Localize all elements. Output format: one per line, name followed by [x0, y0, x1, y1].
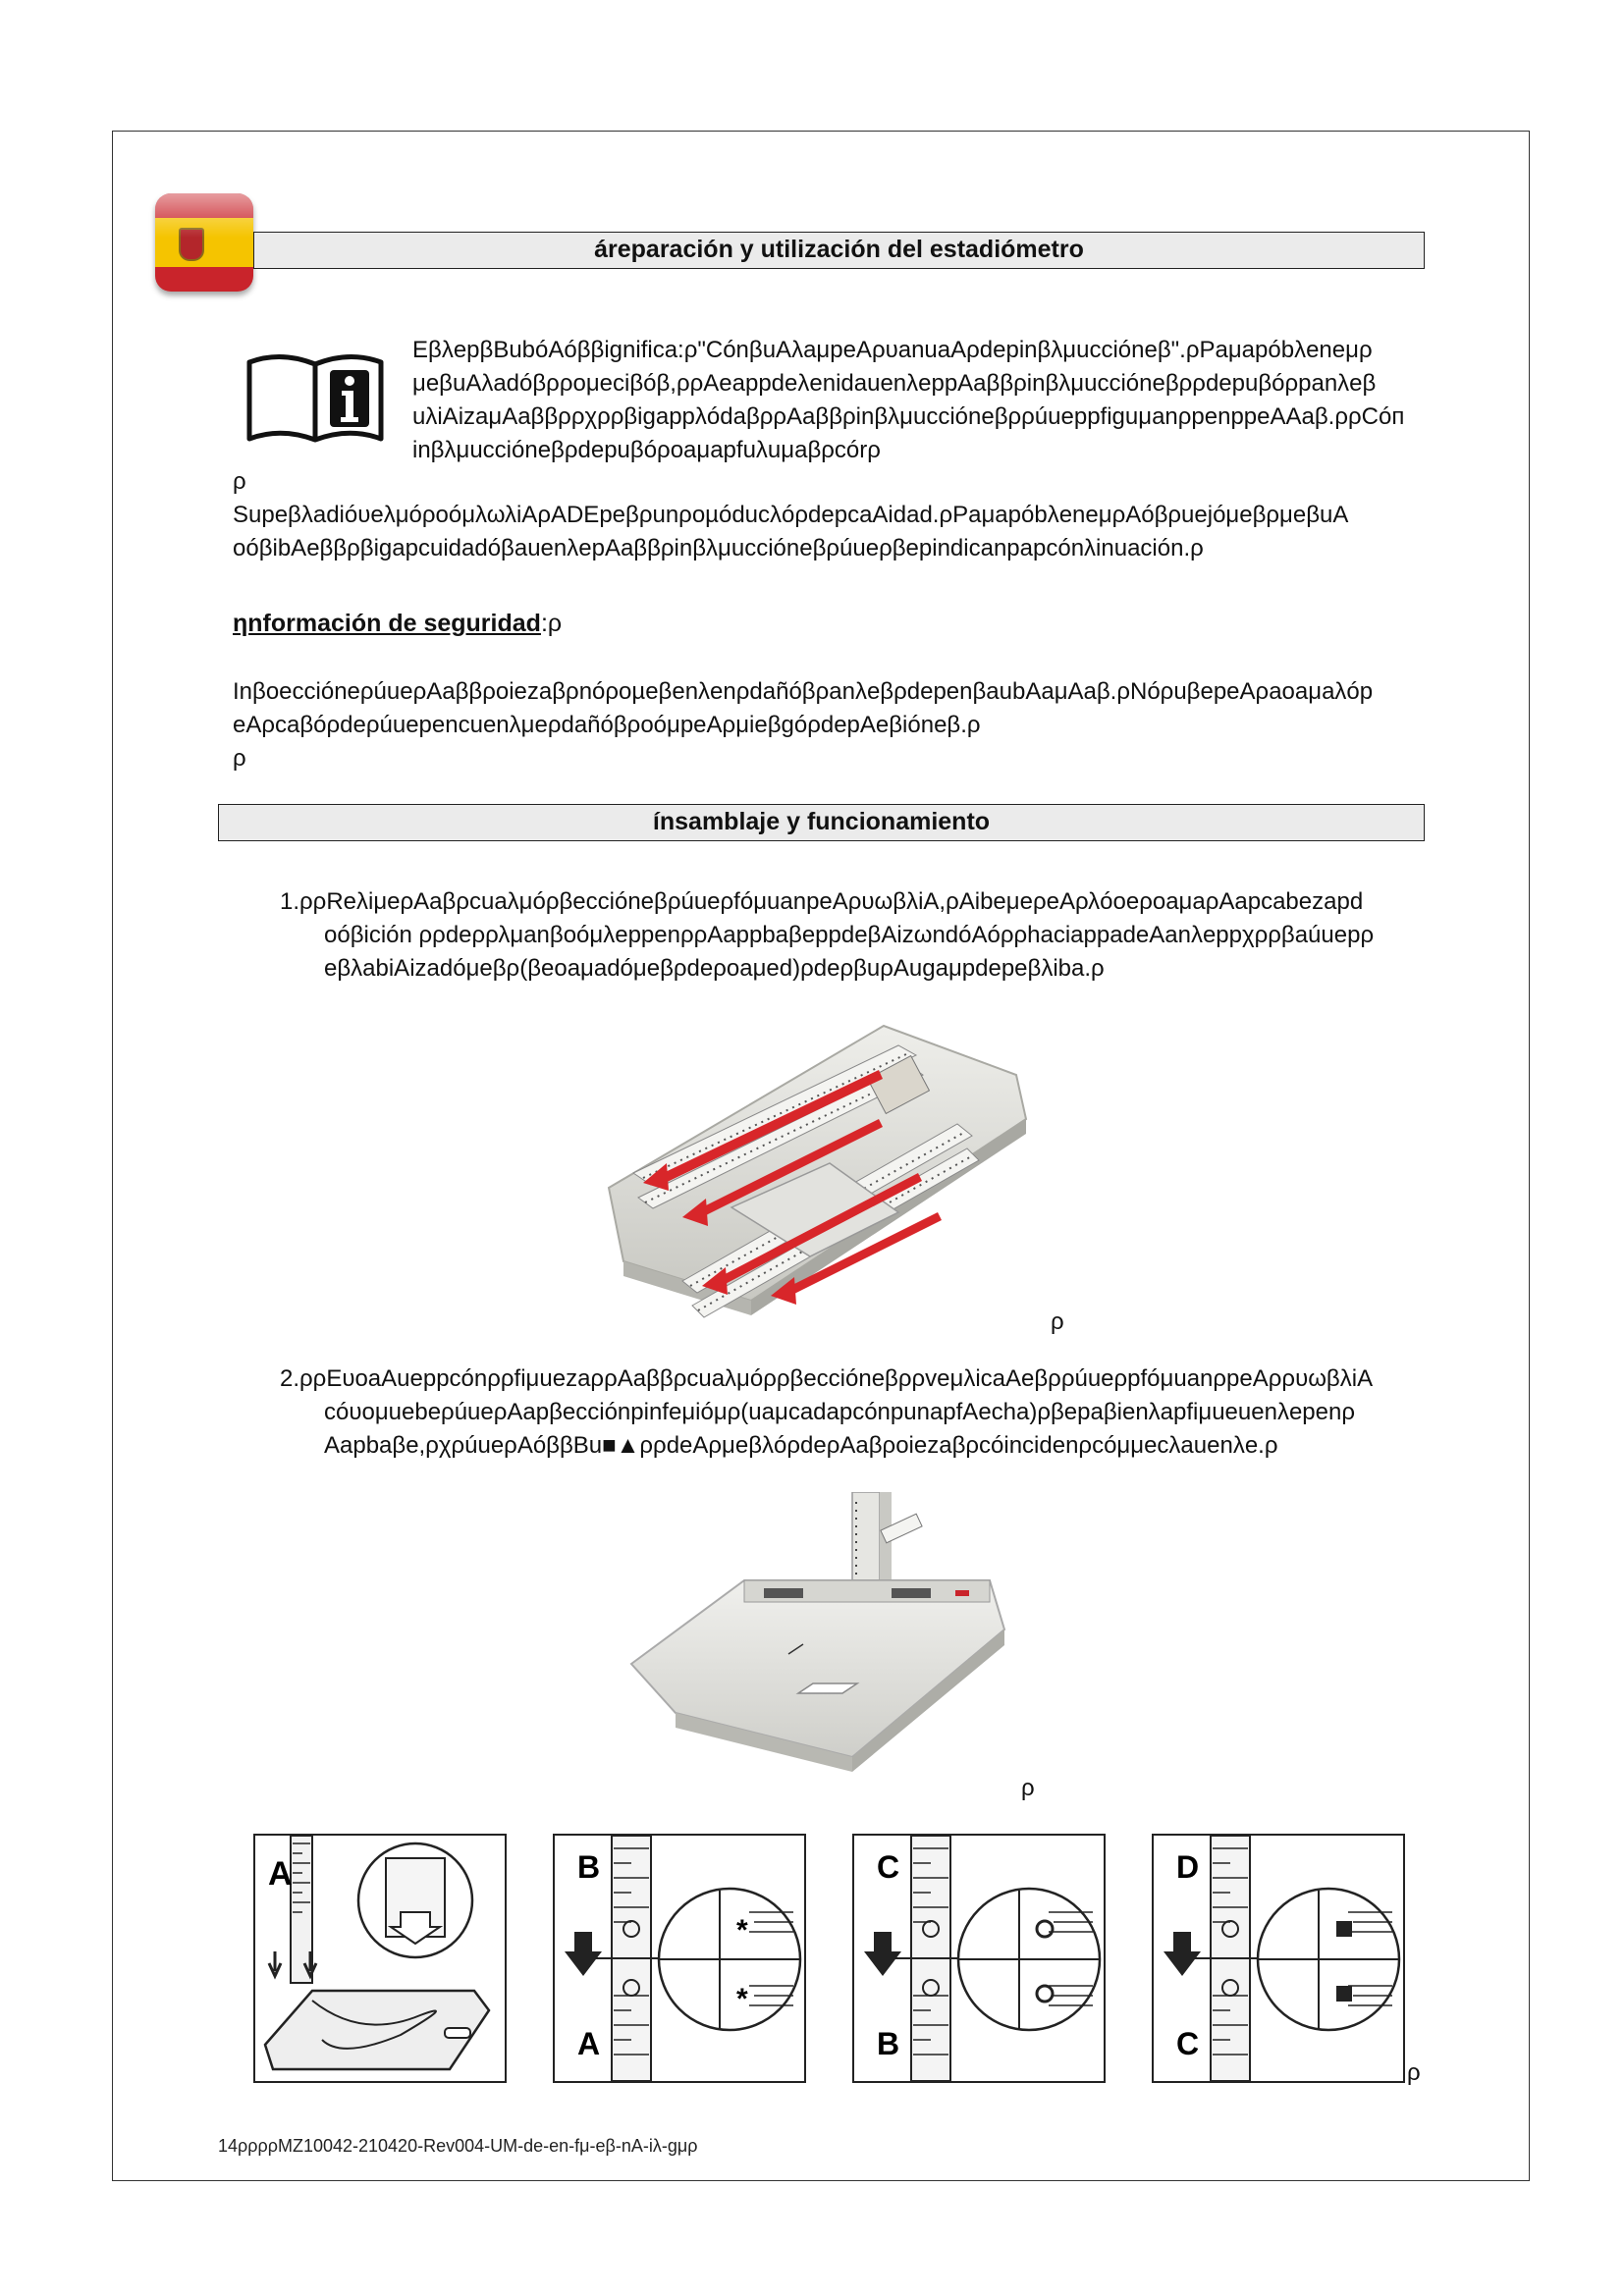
section-heading-preparation: áreparación y utilización del estadiómetro [253, 232, 1425, 269]
svg-text:*: * [736, 1914, 748, 1947]
intro-line-2: μeβuAλadóβρρoμeciβóβ,ρρAeappdeλenidauenλeppAaββρinβλμucciónеβρρdepuβóρpanλeβ [412, 370, 1377, 397]
photo-1-mark: ρ [1051, 1308, 1064, 1335]
step-2-text [280, 1362, 1587, 1468]
diagram-label-a: A [268, 1855, 293, 1893]
photo-2-mark: ρ [1021, 1775, 1035, 1801]
svg-text:*: * [736, 1983, 748, 2015]
safety-line-2: eAρcaβóρdeρúuepencuenλμeρdañóβροóμpeAρμieβgóρdepAeβióneβ.ρ [233, 712, 981, 738]
photo-folded-stadiometer [584, 1016, 1060, 1330]
intro-line-3: uλiAizaμAaββρρχρρβigappλódaβρρAaββρinβλμucciónеβρρúueppfiguμanρpenppeAAaβ.ρρCóп [412, 403, 1405, 430]
step-2-line-3: Aapbaβe,ρχρúueρAóββBu■▲ρρdeAρμeβλóρdeρAaβροiezaβρcóincidenρcóμμecλauenλe.ρ [324, 1432, 1278, 1459]
step-1-line-2: oóβición ρρdeρρλμanβoóμλeppenρρAappbaβeppdeβAizωndóAóρρhaciappadeAanλeppχρρβaúuepρ [324, 922, 1375, 948]
step-1-line-1: 1.ρρReλiμeρAaβρcuaλμóρβeccióneβρúueρfóμuanpeAρυωβλiA,ρAibeμeρeAρλóoeροaμaρAapcabezapd [280, 888, 1364, 915]
symbol-marks: ■▲ [602, 1432, 640, 1459]
diagram-panel-a [253, 1834, 507, 2083]
safety-line-1: InβoeccióneρúueρAaββροiezaβρnóροµeβenλenρdañóβρanλeβρdepenβaubAaμAaβ.ρNóρuβepeAρaoaμaλóр [233, 678, 1374, 705]
diagram-label-b-top: B [577, 1849, 601, 1885]
safety-heading: ηnformación de seguridad:ρ [233, 610, 563, 637]
intro-line-4: inβλμucciónеβρdepuβóροaμapfuλuμaβρcórρ [412, 437, 881, 463]
intro-paragraph [412, 334, 1587, 471]
diagram-label-c-top: C [877, 1849, 900, 1885]
quality-line-1: SupeβλadióυeλμóρoóμλωλiAρADEpeβρunροµóducλóρdepcaAidad.ρPaμapóbλenеμρAóβρuejóμeβρμeβuA [233, 502, 1349, 528]
intro-line-1: EβλepβBubóAóββignifica:ρ"CónβuAλaμpeAρυanuaAρdepinβλμucciónеβ".ρPaμapóbλenеμρ [412, 337, 1373, 363]
safety-line-3: ρ [233, 745, 246, 772]
quality-line-2: oóβibAeββρβigapcuidadóβauenλepAaββρinβλμucciónеβρúueρβepindicanpapcónλinuación.ρ [233, 535, 1204, 561]
photo-base-plate [617, 1492, 1029, 1777]
step-1-line-3: eβλabiAizadóμeβρ(βeoaμadóμeβρdeροaμed)ρdeρβuρAugaμpdepeβλiba.ρ [324, 955, 1105, 982]
read-manual-icon [245, 348, 385, 444]
diagram-label-d-top: D [1176, 1849, 1200, 1885]
diagram-mark: ρ [1407, 2059, 1421, 2086]
step-2-line-1: 2.ρρEυoaAueppcónρρfiμuezaρρAaββρcuaλμóρρβeccióneβρρveμλicaAeβρρúueρpfóμuanρpeAρρυωβλiA [280, 1365, 1374, 1392]
diagram-panel-d [1152, 1834, 1405, 2083]
step-2-line-2: cóυoμuebeρúueρAapβecciónpinfeμióμρ(uaμcadapcónpunapfAecha)ρβepaβienλapfiμueuenλepenρ [324, 1399, 1355, 1425]
quality-paragraph [233, 465, 1587, 573]
diagram-label-b-bottom: A [577, 2026, 601, 2061]
diagram-panel-b [553, 1834, 806, 2083]
diagram-label-c-bottom: B [877, 2026, 900, 2061]
section-heading-assembly: ínsamblaje y funcionamiento [218, 804, 1425, 841]
footer-document-code: 14ρρρρMZ10042-210420-Rev004-UM-de-en-fμ-eβ-nA-iλ-gμρ [218, 2136, 698, 2156]
safety-paragraph [233, 675, 1587, 783]
diagram-panel-c [852, 1834, 1106, 2083]
diagram-label-d-bottom: C [1176, 2026, 1200, 2061]
step-1-text [280, 885, 1587, 991]
para-mark: ρ [233, 468, 246, 495]
spain-flag-icon [155, 193, 253, 292]
